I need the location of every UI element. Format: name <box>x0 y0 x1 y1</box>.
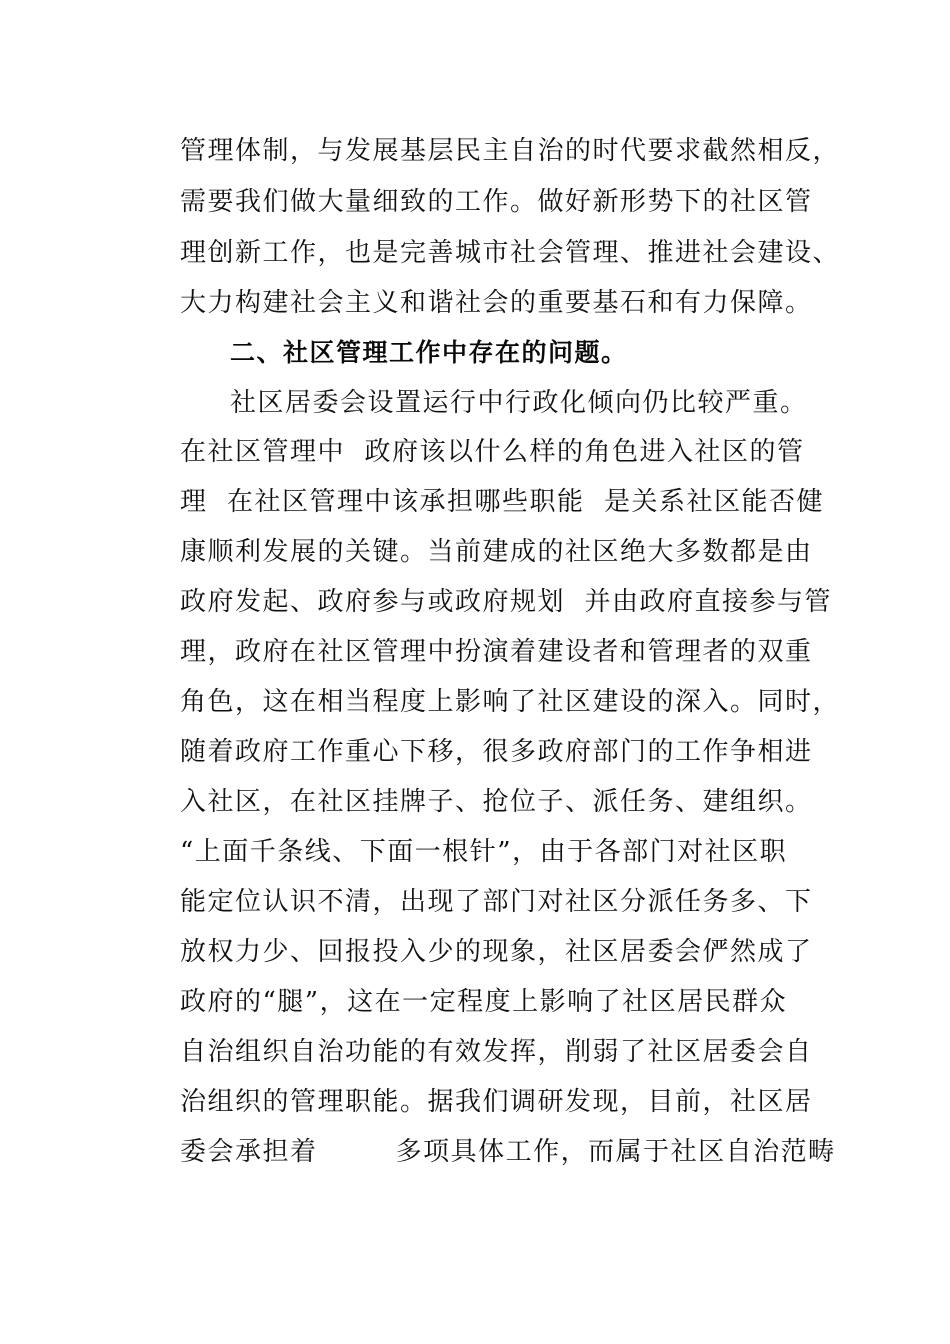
paragraph-line: 角色，这在相当程度上影响了社区建设的深入。同时， <box>180 687 841 717</box>
paragraph-line: 理，政府在社区管理中扮演着建设者和管理者的双重 <box>180 637 813 667</box>
paragraph-line: 政府发起、政府参与或政府规划 并由政府直接参与管 <box>180 587 833 617</box>
paragraph-line: 自治组织自治功能的有效发挥，削弱了社区居委会自 <box>180 1037 813 1067</box>
paragraph-line: 委会承担着 多项具体工作，而属于社区自治范畴 <box>180 1137 836 1167</box>
paragraph-line: 入社区，在社区挂牌子、抢位子、派任务、建组织。 <box>180 787 813 817</box>
paragraph-line: 社区居委会设置运行中行政化倾向仍比较严重。 <box>230 388 808 418</box>
paragraph-line: 理 在社区管理中该承担哪些职能 是关系社区能否健 <box>180 487 825 517</box>
section-heading: 二、社区管理工作中存在的问题。 <box>230 338 628 367</box>
paragraph-line: 理创新工作，也是完善城市社会管理、推进社会建设、 <box>180 238 841 268</box>
paragraph-line: 在社区管理中 政府该以什么样的角色进入社区的管 <box>180 437 805 467</box>
paragraph-line: 随着政府工作重心下移，很多政府部门的工作争相进 <box>180 737 813 767</box>
paragraph-line: 放权力少、回报投入少的现象，社区居委会俨然成了 <box>180 937 813 967</box>
paragraph-line: 需要我们做大量细致的工作。做好新形势下的社区管 <box>180 187 813 217</box>
paragraph-line: 治组织的管理职能。据我们调研发现，目前，社区居 <box>180 1087 813 1117</box>
paragraph-line: 管理体制，与发展基层民主自治的时代要求截然相反， <box>180 136 841 166</box>
paragraph-line: “上面千条线、下面一根针”，由于各部门对社区职 <box>180 837 788 867</box>
paragraph-line: 政府的“腿”，这在一定程度上影响了社区居民群众 <box>180 987 788 1017</box>
paragraph-line: 康顺利发展的关键。当前建成的社区绝大多数都是由 <box>180 537 813 567</box>
paragraph-line: 能定位认识不清，出现了部门对社区分派任务多、下 <box>180 887 813 917</box>
paragraph-line: 大力构建社会主义和谐社会的重要基石和有力保障。 <box>180 288 813 318</box>
